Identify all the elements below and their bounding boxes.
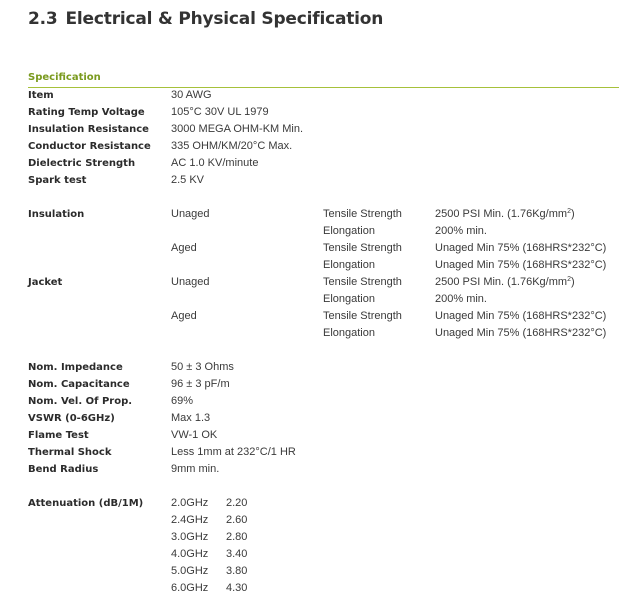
spec-label: Rating Temp Voltage xyxy=(28,107,145,118)
property-value: Unaged Min 75% (168HRS*232°C) xyxy=(435,310,607,322)
spec-label: Nom. Capacitance xyxy=(28,379,130,390)
spec-label: Conductor Resistance xyxy=(28,141,151,152)
property-value: 2500 PSI Min. $(1.76Kg/mm^2)$ xyxy=(435,276,575,288)
property-label: Elongation xyxy=(323,225,375,237)
spec-value: 105°C 30V UL 1979 xyxy=(171,106,269,118)
condition-label: Aged xyxy=(171,310,197,322)
property-value: Unaged Min 75% (168HRS*232°C) xyxy=(435,259,607,271)
spec-label: Nom. Vel. Of Prop. xyxy=(28,396,133,407)
spec-value: 335 OHM/KM/20°C Max. xyxy=(171,140,293,152)
property-value: 200% min. xyxy=(435,225,487,237)
attenuation-value: 4.30 xyxy=(226,582,248,594)
property-label: Elongation xyxy=(323,293,375,305)
spec-value: Less 1mm at 232°C/1 HR xyxy=(171,446,296,458)
attenuation-value: 2.60 xyxy=(226,514,248,526)
property-label: Elongation xyxy=(323,259,375,271)
spec-value: 30 AWG xyxy=(171,89,212,101)
spec-label: Flame Test xyxy=(28,430,89,441)
attenuation-value: 2.20 xyxy=(226,497,248,509)
attenuation-frequency: 2.0GHz xyxy=(171,497,209,509)
spec-label: Spark test xyxy=(28,175,87,186)
spec-label: Insulation Resistance xyxy=(28,124,149,135)
attenuation-frequency: 2.4GHz xyxy=(171,514,209,526)
section-number: 2.3 xyxy=(28,9,58,29)
attenuation-value: 3.80 xyxy=(226,565,248,577)
condition-label: Unaged xyxy=(171,208,210,220)
attenuation-value: 2.80 xyxy=(226,531,248,543)
property-label: Tensile Strength xyxy=(323,276,402,288)
spec-value: VW-1 OK xyxy=(171,429,218,441)
spec-label: Dielectric Strength xyxy=(28,158,136,169)
spec-value: 96 ± 3 pF/m xyxy=(171,378,230,390)
attenuation-value: 3.40 xyxy=(226,548,248,560)
material-label: Insulation xyxy=(28,209,85,220)
spec-label: Nom. Impedance xyxy=(28,362,123,373)
spec-label: Bend Radius xyxy=(28,464,99,475)
condition-label: Aged xyxy=(171,242,197,254)
spec-value: 69% xyxy=(171,395,194,407)
property-label: Tensile Strength xyxy=(323,208,402,220)
spec-value: AC 1.0 KV/minute xyxy=(171,157,259,169)
spec-value: Max 1.3 xyxy=(171,412,211,424)
spec-label: VSWR (0-6GHz) xyxy=(28,413,115,424)
spec-value: 50 ± 3 Ohms xyxy=(171,361,234,373)
attenuation-frequency: 6.0GHz xyxy=(171,582,209,594)
property-value: Unaged Min 75% (168HRS*232°C) xyxy=(435,242,607,254)
section-heading-title: Electrical & Physical Specification xyxy=(65,9,384,29)
attenuation-frequency: 4.0GHz xyxy=(171,548,209,560)
section-divider xyxy=(28,87,619,88)
attenuation-frequency: 5.0GHz xyxy=(171,565,209,577)
material-label: Jacket xyxy=(28,277,63,288)
attenuation-label: Attenuation (dB/1M) xyxy=(28,498,144,509)
section-heading xyxy=(28,9,383,29)
attenuation-frequency: 3.0GHz xyxy=(171,531,209,543)
spec-label: Thermal Shock xyxy=(28,447,112,458)
property-label: Tensile Strength xyxy=(323,242,402,254)
property-value: 2500 PSI Min. $(1.76Kg/mm^2)$ xyxy=(435,208,575,220)
spec-value: 3000 MEGA OHM-KM Min. xyxy=(171,123,304,135)
property-value: Unaged Min 75% (168HRS*232°C) xyxy=(435,327,607,339)
spec-section-title: Specification xyxy=(28,72,101,83)
spec-value: 2.5 KV xyxy=(171,174,205,186)
condition-label: Unaged xyxy=(171,276,210,288)
spec-label: Item xyxy=(28,90,54,101)
property-value: 200% min. xyxy=(435,293,487,305)
property-label: Tensile Strength xyxy=(323,310,402,322)
spec-value: 9mm min. xyxy=(171,463,220,475)
property-label: Elongation xyxy=(323,327,375,339)
